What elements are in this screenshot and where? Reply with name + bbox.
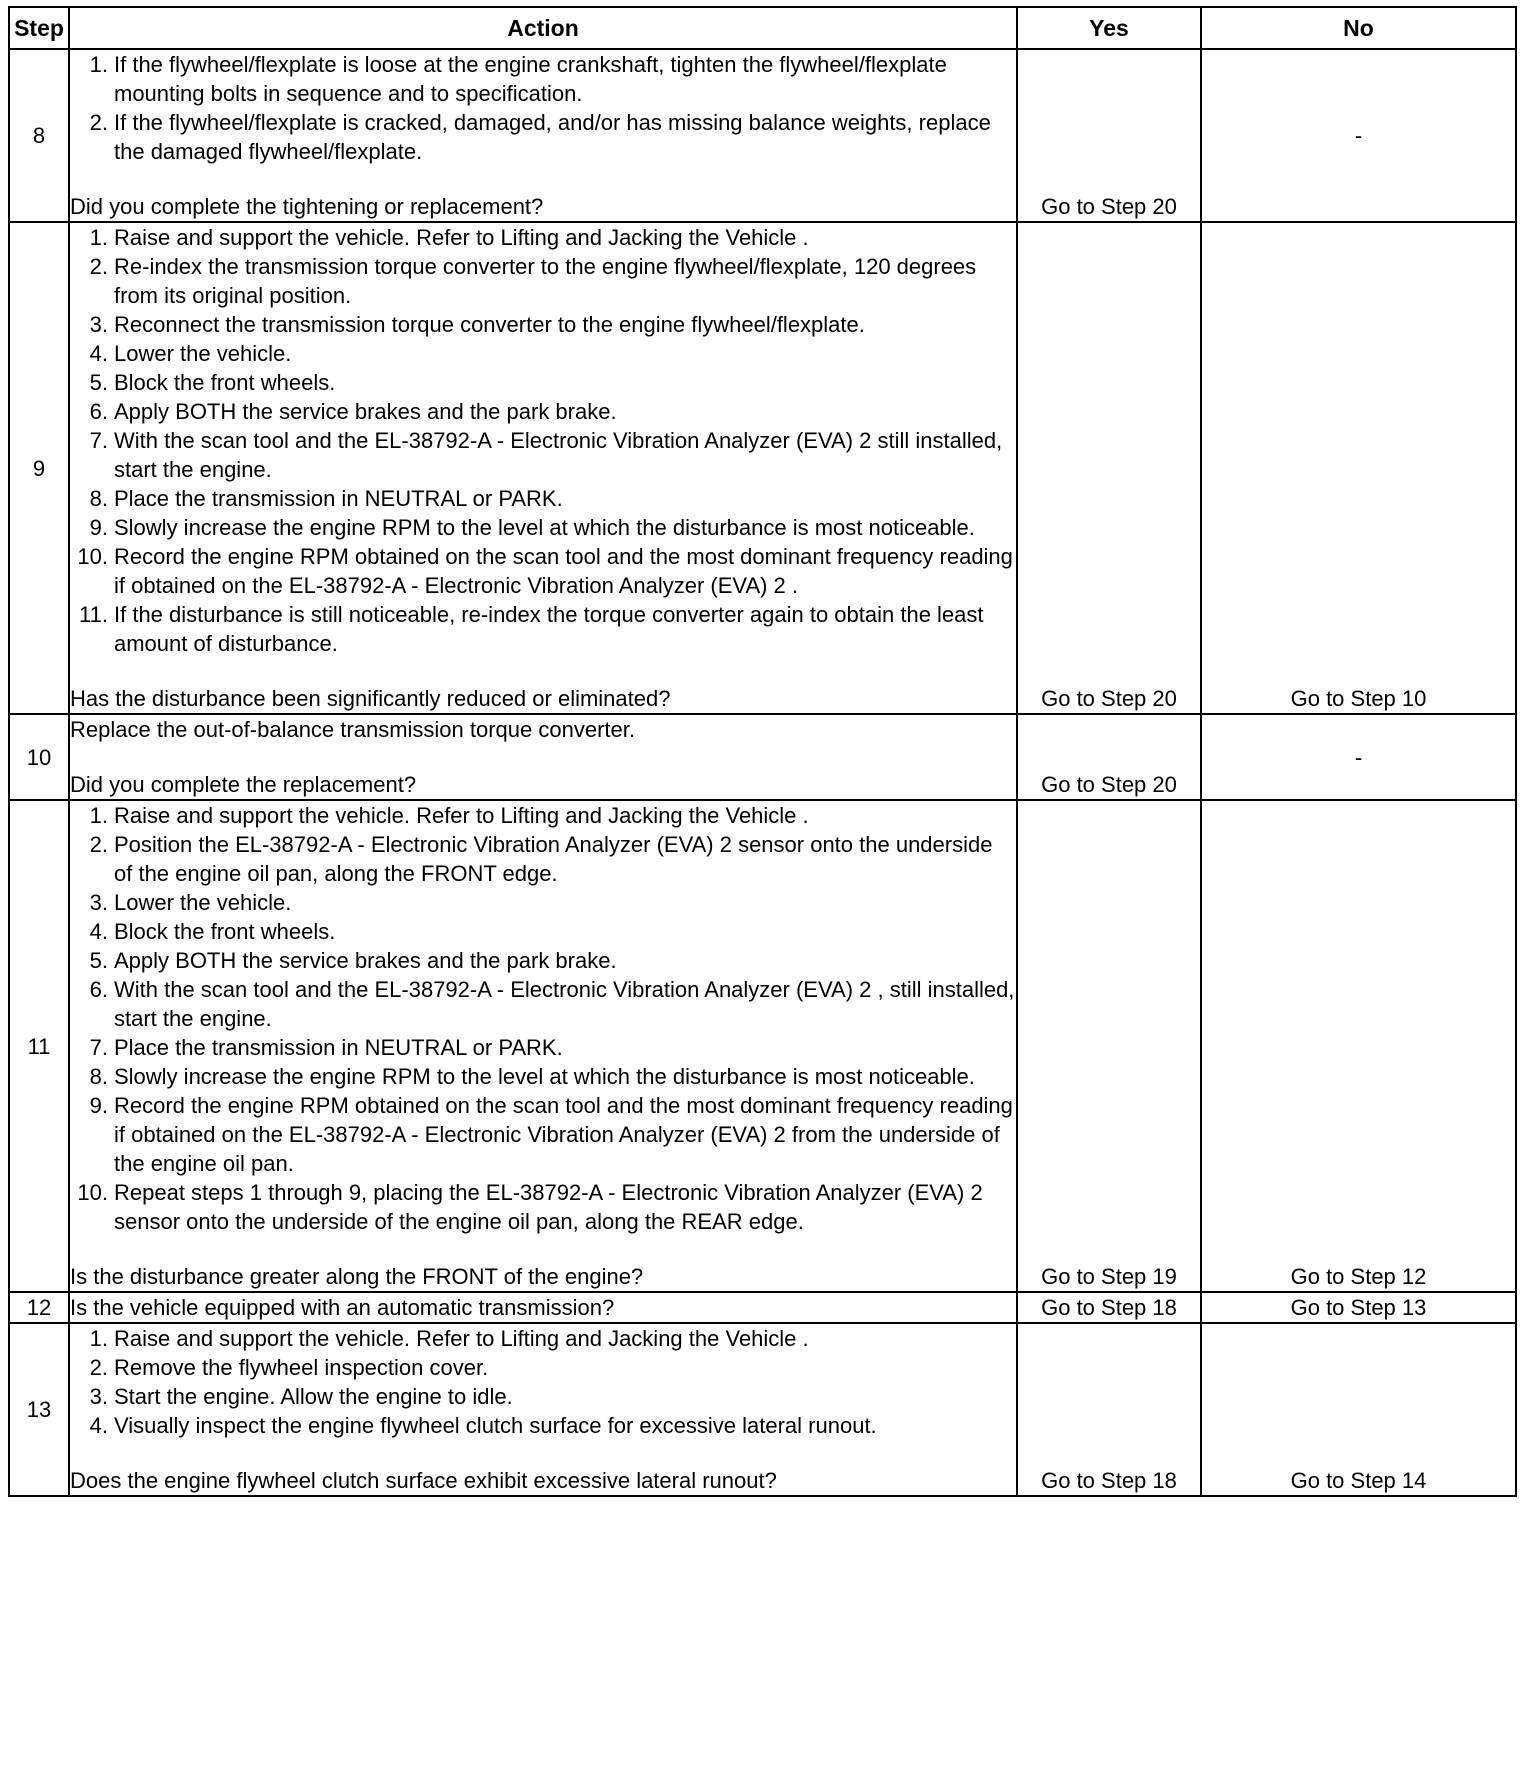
yes-result: Go to Step 20 [1017, 49, 1201, 222]
yes-result: Go to Step 19 [1017, 800, 1201, 1292]
header-no: No [1201, 7, 1516, 49]
list-item-text: Slowly increase the engine RPM to the level at which the disturbance is most noticeable. [114, 515, 975, 540]
list-item-number: 3. [89, 312, 108, 337]
step-number: 11 [9, 800, 69, 1292]
list-item-number: 5. [89, 948, 108, 973]
list-item [70, 310, 1016, 339]
action-cell [69, 800, 1017, 1292]
question-text: Has the disturbance been significantly reduced or eliminated? [70, 686, 671, 711]
list-item [70, 426, 1016, 484]
table-row [9, 800, 1516, 1292]
list-item [70, 917, 1016, 946]
list-item-number: 2. [89, 832, 108, 857]
list-item-text: Raise and support the vehicle. Refer to Lifting and Jacking the Vehicle . [114, 1326, 809, 1351]
header-action: Action [69, 7, 1017, 49]
list-item-number: 2. [89, 254, 108, 279]
list-item-number: 7. [89, 428, 108, 453]
table-row [9, 49, 1516, 222]
list-item [70, 1178, 1016, 1236]
list-item [70, 252, 1016, 310]
list-item-text: Block the front wheels. [114, 919, 336, 944]
list-item-number: 9. [89, 515, 108, 540]
list-item-text: Raise and support the vehicle. Refer to Lifting and Jacking the Vehicle . [114, 225, 809, 250]
list-item [70, 600, 1016, 658]
list-item [70, 888, 1016, 917]
step-number: 10 [9, 714, 69, 800]
yes-result: Go to Step 18 [1017, 1292, 1201, 1323]
list-item [70, 1324, 1016, 1353]
action-cell [69, 1323, 1017, 1496]
list-item-text: Remove the flywheel inspection cover. [114, 1355, 489, 1380]
procedure-list [70, 801, 1016, 1236]
header-yes: Yes [1017, 7, 1201, 49]
list-item-number: 4. [89, 1413, 108, 1438]
list-item-text: With the scan tool and the EL-38792-A - Electronic Vibration Analyzer (EVA) 2 still installed, start the engine. [114, 428, 1003, 482]
list-item-text: Apply BOTH the service brakes and the park brake. [114, 399, 617, 424]
list-item-text: Block the front wheels. [114, 370, 336, 395]
list-item-number: 11. [79, 602, 108, 627]
list-item-number: 1. [89, 225, 108, 250]
header-step: Step [9, 7, 69, 49]
list-item-number: 7. [89, 1035, 108, 1060]
list-item-number: 3. [89, 1384, 108, 1409]
list-item [70, 830, 1016, 888]
table-row [9, 1323, 1516, 1496]
list-item-text: Start the engine. Allow the engine to idle. [114, 1384, 513, 1409]
list-item-text: Raise and support the vehicle. Refer to Lifting and Jacking the Vehicle . [114, 803, 809, 828]
procedure-list [70, 50, 1016, 166]
list-item-number: 4. [89, 341, 108, 366]
list-item-number: 4. [89, 919, 108, 944]
step-number: 9 [9, 222, 69, 714]
table-row [9, 1292, 1516, 1323]
list-item [70, 50, 1016, 108]
list-item [70, 1382, 1016, 1411]
action-cell [69, 714, 1017, 800]
yes-result: Go to Step 20 [1017, 222, 1201, 714]
list-item [70, 946, 1016, 975]
list-item-number: 6. [89, 977, 108, 1002]
list-item [70, 108, 1016, 166]
no-result: Go to Step 12 [1201, 800, 1516, 1292]
list-item-text: Slowly increase the engine RPM to the level at which the disturbance is most noticeable. [114, 1064, 975, 1089]
list-item-number: 1. [89, 803, 108, 828]
list-item [70, 484, 1016, 513]
list-item-text: Re-index the transmission torque converter to the engine flywheel/flexplate, 120 degrees from its original position. [114, 254, 977, 308]
list-item [70, 339, 1016, 368]
list-item [70, 801, 1016, 830]
list-item-number: 1. [89, 1326, 108, 1351]
list-item-text: Visually inspect the engine flywheel clutch surface for excessive lateral runout. [114, 1413, 877, 1438]
list-item [70, 1353, 1016, 1382]
procedure-list [70, 1324, 1016, 1440]
step-number: 8 [9, 49, 69, 222]
list-item-text: Apply BOTH the service brakes and the park brake. [114, 948, 617, 973]
list-item-text: Position the EL-38792-A - Electronic Vibration Analyzer (EVA) 2 sensor onto the underside of the engine oil pan, along the FRONT edge. [114, 832, 993, 886]
list-item [70, 513, 1016, 542]
list-item-number: 10. [77, 544, 108, 569]
step-number: 13 [9, 1323, 69, 1496]
table-row [9, 222, 1516, 714]
action-cell [69, 1292, 1017, 1323]
list-item-text: Reconnect the transmission torque converter to the engine flywheel/flexplate. [114, 312, 865, 337]
question-text: Did you complete the tightening or replacement? [70, 194, 544, 219]
diagnostic-table-container [8, 6, 1517, 1497]
list-item-text: If the disturbance is still noticeable, re-index the torque converter again to obtain the least amount of disturbance. [114, 602, 984, 656]
action-cell [69, 222, 1017, 714]
yes-result: Go to Step 18 [1017, 1323, 1201, 1496]
no-result: - [1201, 49, 1516, 222]
diagnostic-table [8, 6, 1517, 1497]
list-item-text: If the flywheel/flexplate is cracked, damaged, and/or has missing balance weights, replace the damaged flywheel/flexplate. [114, 110, 991, 164]
list-item-text: Place the transmission in NEUTRAL or PARK. [114, 486, 563, 511]
list-item-number: 10. [77, 1180, 108, 1205]
question-text: Does the engine flywheel clutch surface exhibit excessive lateral runout? [70, 1468, 777, 1493]
list-item-number: 2. [89, 110, 108, 135]
step-number: 12 [9, 1292, 69, 1323]
procedure-list [70, 223, 1016, 658]
list-item [70, 1091, 1016, 1178]
list-item [70, 1062, 1016, 1091]
no-result: Go to Step 14 [1201, 1323, 1516, 1496]
list-item-number: 6. [89, 399, 108, 424]
list-item-text: Record the engine RPM obtained on the scan tool and the most dominant frequency reading if obtained on the EL-38792-A - Electronic Vibration Analyzer (EVA) 2 from the underside of the engine oil pan. [114, 1093, 1013, 1176]
action-cell [69, 49, 1017, 222]
no-result: Go to Step 10 [1201, 222, 1516, 714]
list-item-number: 8. [89, 486, 108, 511]
list-item-number: 1. [89, 52, 108, 77]
list-item [70, 975, 1016, 1033]
list-item [70, 1411, 1016, 1440]
list-item-number: 2. [89, 1355, 108, 1380]
table-row [9, 714, 1516, 800]
list-item-text: Place the transmission in NEUTRAL or PARK. [114, 1035, 563, 1060]
question-text: Is the vehicle equipped with an automatic transmission? [70, 1295, 615, 1320]
no-result: Go to Step 13 [1201, 1292, 1516, 1323]
list-item-text: Lower the vehicle. [114, 341, 292, 366]
question-text: Did you complete the replacement? [70, 772, 417, 797]
action-text: Replace the out-of-balance transmission torque converter. [70, 717, 635, 742]
list-item [70, 223, 1016, 252]
list-item [70, 368, 1016, 397]
list-item-number: 9. [89, 1093, 108, 1118]
list-item-number: 8. [89, 1064, 108, 1089]
list-item [70, 1033, 1016, 1062]
no-result: - [1201, 714, 1516, 800]
list-item-text: Lower the vehicle. [114, 890, 292, 915]
question-text: Is the disturbance greater along the FRONT of the engine? [70, 1264, 644, 1289]
list-item-number: 5. [89, 370, 108, 395]
list-item [70, 542, 1016, 600]
list-item-text: Record the engine RPM obtained on the scan tool and the most dominant frequency reading if obtained on the EL-38792-A - Electronic Vibration Analyzer (EVA) 2 . [114, 544, 1013, 598]
list-item [70, 397, 1016, 426]
list-item-text: With the scan tool and the EL-38792-A - Electronic Vibration Analyzer (EVA) 2 , still installed, start the engine. [114, 977, 1015, 1031]
list-item-text: Repeat steps 1 through 9, placing the EL-38792-A - Electronic Vibration Analyzer (EVA) 2 sensor onto the underside of the engine oil pan, along the REAR edge. [114, 1180, 983, 1234]
list-item-text: If the flywheel/flexplate is loose at the engine crankshaft, tighten the flywheel/flexplate mounting bolts in sequence and to specification. [114, 52, 947, 106]
list-item-number: 3. [89, 890, 108, 915]
header-row [9, 7, 1516, 49]
yes-result: Go to Step 20 [1017, 714, 1201, 800]
